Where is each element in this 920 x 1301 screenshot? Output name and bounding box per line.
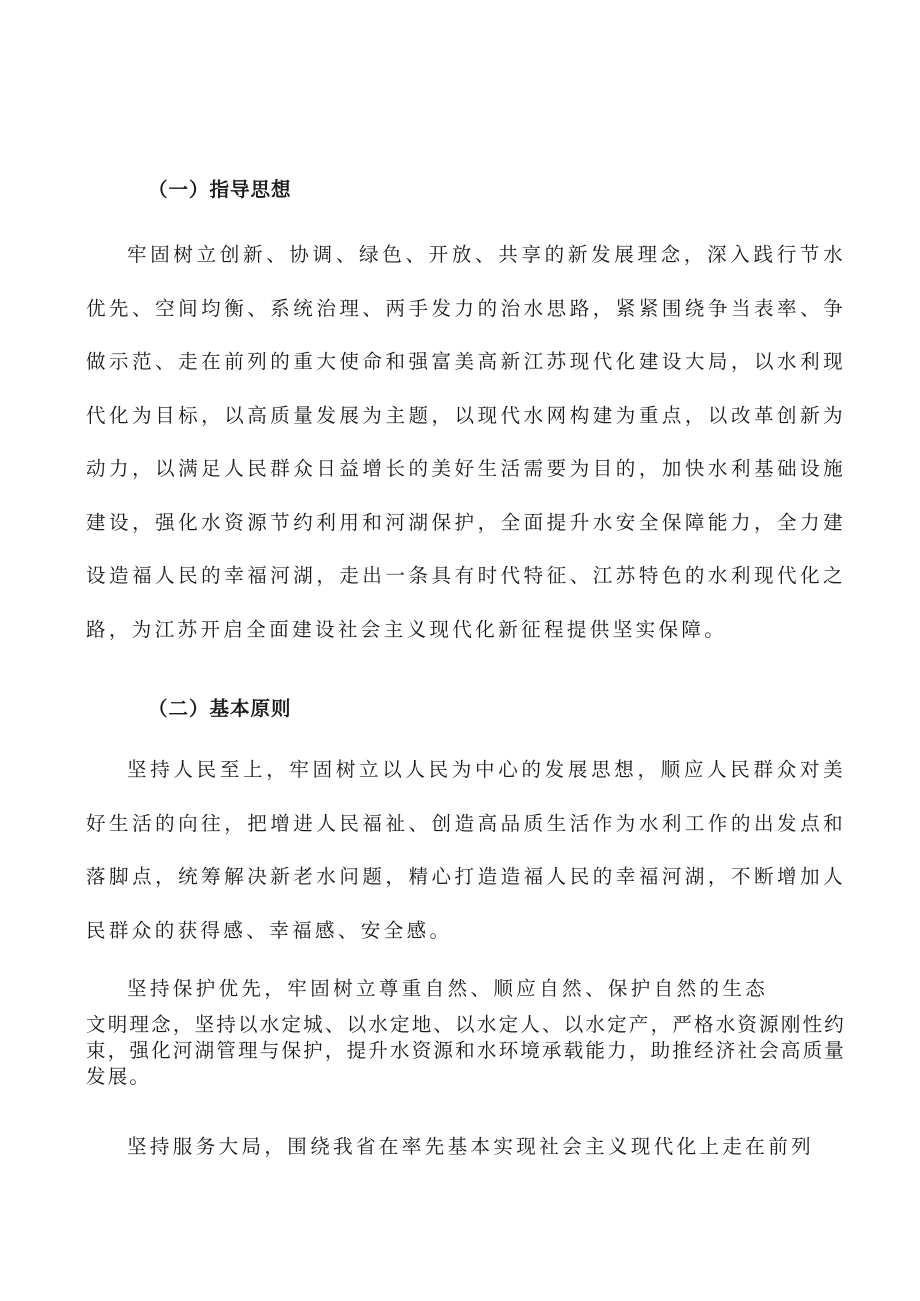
section-heading-guiding-thought: （一）指导思想 (148, 178, 292, 201)
principle-people-paragraph: 坚持人民至上，牢固树立以人民为中心的发展思想，顺应人民群众对美好生活的向往，把增进人民福祉、创造高品质生活作为水利工作的出发点和落脚点，统筹解决新老水问题，精心打造造福人民的幸福河湖，不断增加人民群众的获得感、幸福感、安全感。 (86, 758, 846, 942)
principle-protection-continued: 文明理念，坚持以水定城、以水定地、以水定人、以水定产，严格水资源刚性约束，强化河湖管理与保护，提升水资源和水环境承载能力，助推经济社会高质量发展。 (86, 1013, 846, 1088)
section-heading-basic-principles: （二）基本原则 (148, 697, 292, 720)
principle-serve-overall-paragraph: 坚持服务大局，围绕我省在率先基本实现社会主义现代化上走在前列 (127, 1135, 815, 1158)
principle-protection-first-line: 坚持保护优先，牢固树立尊重自然、顺应自然、保护自然的生态 (127, 977, 769, 1000)
guiding-thought-paragraph: 牢固树立创新、协调、绿色、开放、共享的新发展理念，深入践行节水优先、空间均衡、系统治理、两手发力的治水思路，紧紧围绕争当表率、争做示范、走在前列的重大使命和强富美高新江苏现代化建设大局，以水利现代化为目标，以高质量发展为主题，以现代水网构建为重点，以改革创新为动力，以满足人民群众日益增长的美好生活需要为目的，加快水利基础设施建设，强化水资源节约利用和河湖保护，全面提升水安全保障能力，全力建设造福人民的幸福河湖，走出一条具有时代特征、江苏特色的水利现代化之路，为江苏开启全面建设社会主义现代化新征程提供坚实保障。 (86, 243, 846, 641)
